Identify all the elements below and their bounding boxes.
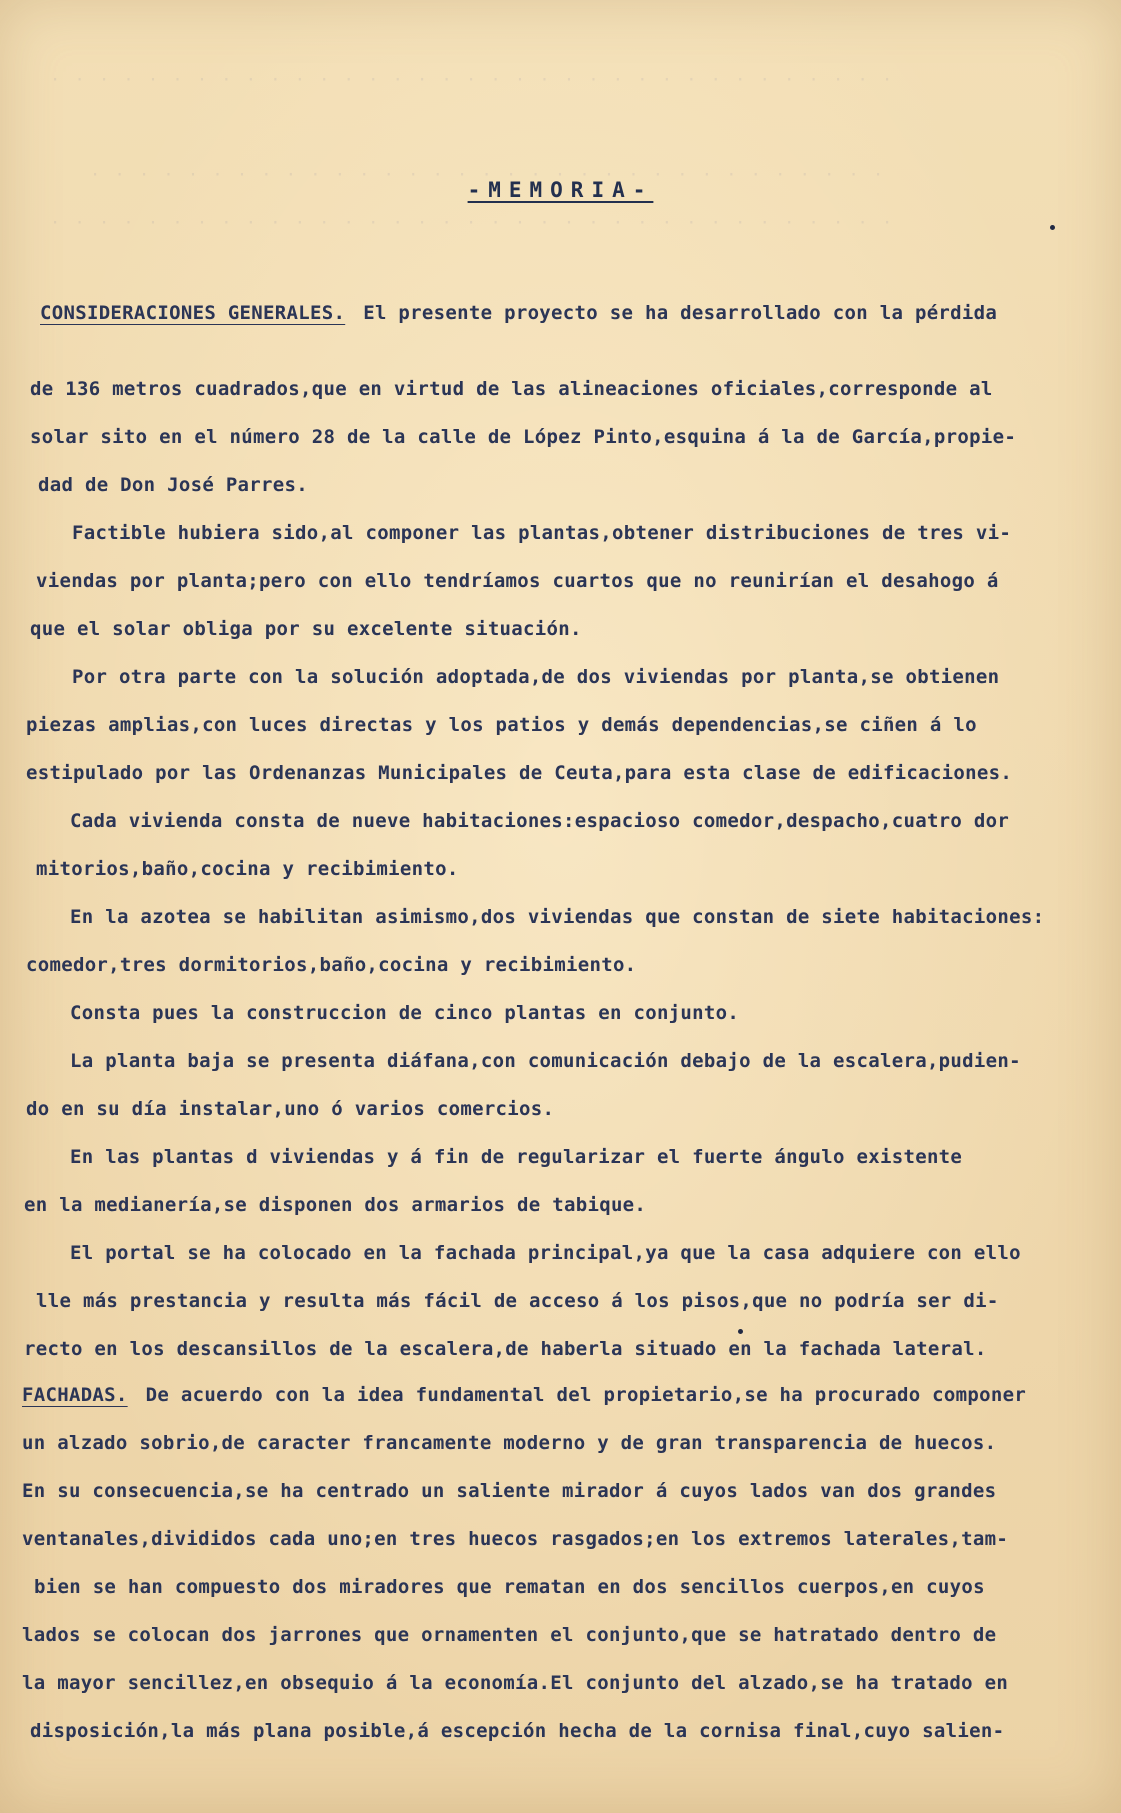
- text-line: la mayor sencillez,en obsequio á la economía.El conjunto del alzado,se ha tratado en: [22, 1672, 1009, 1694]
- text-line: En las plantas d viviendas y á fin de regularizar el fuerte ángulo existente: [70, 1146, 963, 1168]
- text-line: recto en los descansillos de la escalera,de haberla situado en la fachada lateral.: [24, 1338, 987, 1360]
- text-line: dad de Don José Parres.: [38, 474, 308, 496]
- section-heading-facades: FACHADAS.: [22, 1384, 128, 1406]
- text-line: mitorios,baño,cocina y recibimiento.: [36, 858, 459, 880]
- text-line: bien se han compuesto dos miradores que rematan en dos sencillos cuerpos,en cuyos: [34, 1576, 985, 1598]
- text-line: comedor,tres dormitorios,baño,cocina y recibimiento.: [26, 954, 637, 976]
- text-line: piezas amplias,con luces directas y los patios y demás dependencias,se ciñen á lo: [26, 714, 977, 736]
- text-line: ventanales,divididos cada uno;en tres huecos rasgados;en los extremos laterales,tam-: [22, 1528, 1009, 1550]
- text-line: En su consecuencia,se ha centrado un saliente mirador á cuyos lados van dos grandes: [22, 1480, 997, 1502]
- section-heading-general: CONSIDERACIONES GENERALES.: [40, 302, 346, 324]
- text-line: Factible hubiera sido,al componer las plantas,obtener distribuciones de tres vi-: [72, 522, 1012, 544]
- text-line: que el solar obliga por su excelente situación.: [30, 618, 582, 640]
- bleed-through-texture: · · · · · · · · · · · · · · · · · · · · · · · · · · · · · · · · · · ·: [50, 213, 895, 233]
- text-line: Cada vivienda consta de nueve habitaciones:espacioso comedor,despacho,cuatro dor: [70, 810, 1010, 832]
- text-line: estipulado por las Ordenanzas Municipales de Ceuta,para esta clase de edificaciones.: [26, 762, 1013, 784]
- text-line: solar sito en el número 28 de la calle de López Pinto,esquina á la de García,propie-: [30, 426, 1017, 448]
- text-line: En la azotea se habilitan asimismo,dos viviendas que constan de siete habitaciones:: [70, 906, 1045, 928]
- text-line: viendas por planta;pero con ello tendríamos cuartos que no reunirían el desahogo á: [36, 570, 999, 592]
- text-line: lle más prestancia y resulta más fácil de acceso á los pisos,que no podría ser di-: [36, 1290, 999, 1312]
- text-line: lados se colocan dos jarrones que ornamenten el conjunto,que se hatratado dentro de: [22, 1624, 997, 1646]
- bleed-through-texture: · · · · · · · · · · · · · · · · · · · · · · · · · · · · · · · · · · ·: [50, 70, 895, 90]
- page-title: -MEMORIA-: [467, 178, 654, 202]
- text-line: El portal se ha colocado en la fachada principal,ya que la casa adquiere con ello: [70, 1242, 1021, 1264]
- text-line: un alzado sobrio,de caracter francamente moderno y de gran transparencia de huecos.: [22, 1432, 997, 1454]
- section-facades-intro: De acuerdo con la idea fundamental del propietario,se ha procurado componer: [145, 1384, 1027, 1406]
- bleed-through-texture: · · · · · · · · · · · · · · · · · · · · · · · · · · · · · · · · ·: [90, 165, 886, 185]
- text-line: en la medianería,se disponen dos armarios de tabique.: [24, 1194, 647, 1216]
- text-line: disposición,la más plana posible,á escepción hecha de la cornisa final,cuyo salien-: [30, 1720, 1005, 1742]
- text-line: de 136 metros cuadrados,que en virtud de las alineaciones oficiales,corresponde al: [30, 378, 993, 400]
- text-line: Por otra parte con la solución adoptada,de dos viviendas por planta,se obtienen: [72, 666, 1000, 688]
- text-line: La planta baja se presenta diáfana,con comunicación debajo de la escalera,pudien-: [70, 1050, 1021, 1072]
- text-line: Consta pues la construccion de cinco plantas en conjunto.: [70, 1002, 740, 1024]
- text-line: do en su día instalar,uno ó varios comercios.: [26, 1098, 555, 1120]
- section-general-first-line: [40, 302, 997, 324]
- ink-spot: [738, 1329, 743, 1334]
- section-facades-first-line: [22, 1384, 1026, 1406]
- ink-spot: [1050, 225, 1055, 230]
- section-general-intro: El presente proyecto se ha desarrollado con la pérdida: [363, 302, 998, 324]
